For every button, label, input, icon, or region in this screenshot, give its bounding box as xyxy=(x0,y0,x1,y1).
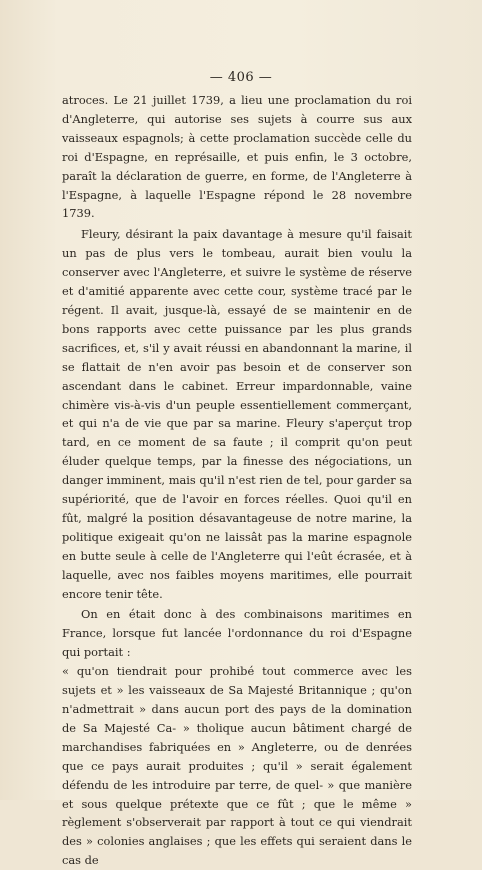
paragraph-1: atroces. Le 21 juillet 1739, a lieu une proclamation du roi d'Angleterre, qui autorise ses sujets à courre sus aux vaisseaux espagnols; à cette proclamation succède celle du roi d'Espagne, en représaille, et puis enfin, le 3 octobre, paraît la déclaration de guerre, en forme, de l'Angleterre à l'Espagne, à laquelle l'Espagne répond le 28 novembre 1739. xyxy=(62,93,412,221)
paragraph-2: Fleury, désirant la paix davantage à mesure qu'il faisait un pas de plus vers le tombeau, aurait bien voulu la conserver avec l'Angleterre, et suivre le système de réserve et d'amitié apparente avec cette cour, système tracé par le régent. Il avait, jusque-là, essayé de se maintenir en de bons rapports avec cette puissance par les plus grands sacrifices, et, s'il y avait réussi en abandonnant la marine, il se flattait de n'en avoir pas besoin et de conserver son ascendant dans le cabinet. Erreur impardonnable, vaine chimère vis-à-vis d'un peuple essentiellement commerçant, et qui n'a de vie que par sa marine. Fleury s'aperçut trop tard, en ce moment de sa faute ; il comprit qu'on peut éluder quelque temps, par la finesse des négociations, un danger imminent, mais qu'il n'est rien de tel, pour garder sa supériorité, que de l'avoir en forces réelles. Quoi qu'il en fût, malgré la position désavantageuse de notre marine, la politique exigeait qu'on ne laissât pas la marine espagnole en butte seule à celle de l'Angleterre qui l'eût écrasée, et à laquelle, avec nos faibles moyens maritimes, elle pourrait encore tenir tête. xyxy=(62,227,412,601)
paragraph-3: On en était donc à des combinaisons maritimes en France, lorsque fut lancée l'ordonnance du roi d'Espagne qui portait : xyxy=(62,607,412,660)
quoted-ordinance: « qu'on tiendrait pour prohibé tout commerce avec les sujets et » les vaisseaux de Sa Majesté Britannique ; qu'on n'admettrait » dans aucun port des pays de la domination de Sa Majesté Ca- » tholique aucun bâtiment chargé de marchandises fabriquées en » Angleterre, ou de denrées que ce pays aurait produites ; qu'il » serait également défendu de les introduire par terre, de quel- » que manière et sous quelque prétexte que ce fût ; que le même » règlement s'observerait par rapport à tout ce qui viendrait des » colonies anglaises ; que les effets qui seraient dans le cas de xyxy=(62,664,412,868)
page-number: — 406 — xyxy=(209,70,273,85)
page-body xyxy=(62,91,412,870)
